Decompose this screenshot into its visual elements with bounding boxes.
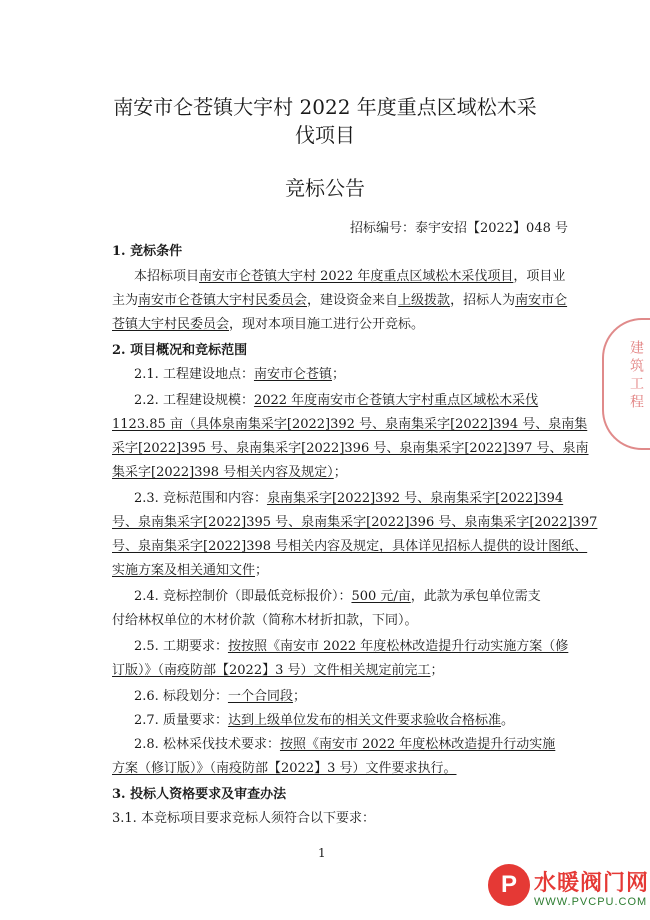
value: 号、泉南集采字[2022]398 号相关内容及规定，具体详见招标人提供的设计图纸、 [112, 539, 588, 554]
text: ，招标人为 [450, 293, 516, 308]
site-watermark-logo[interactable] [488, 862, 650, 920]
label: 2.1. 工程建设地点： [134, 367, 254, 382]
value: 达到上级单位发布的相关文件要求验收合格标准 [227, 713, 501, 728]
bid-code: 招标编号：泰宇安招【2022】048 号 [349, 221, 568, 236]
tenderer-name: 南安市仑 [515, 293, 568, 308]
text: 主为 [112, 293, 139, 308]
item-2-3-line4 [112, 562, 552, 580]
value: 方案（修订版）》（南疫防部【2022】3 号）文件要求执行。 [112, 761, 457, 776]
item-2-5-line2 [112, 662, 552, 680]
label: 2.4. 竞标控制价（即最低竞标报价）： [134, 589, 352, 604]
document-title-line2: 伐项目 [295, 123, 355, 147]
project-name: 南安市仑苍镇大宇村 2022 年度重点区域松木采伐项目 [199, 269, 514, 284]
value: 1123.85 亩（具体泉南集采字[2022]392 号、泉南集采字[2022]394 号、泉南集 [112, 417, 588, 432]
owner-name: 南安市仑苍镇大宇村民委员会 [138, 293, 308, 308]
value: 500 元/亩 [351, 589, 411, 604]
item-2-4-line1 [134, 588, 574, 606]
text: 本招标项目 [134, 269, 200, 284]
item-2-4-line2 [112, 612, 552, 630]
value: 实施方案及相关通知文件 [112, 563, 256, 578]
label: 2.5. 工期要求： [134, 639, 228, 654]
label: 2.6. 标段划分： [134, 689, 228, 704]
value: 采字[2022]395 号、泉南集采字[2022]396 号、泉南集采字[2022]397 号、泉南 [112, 441, 589, 456]
item-2-2-line2 [112, 416, 588, 434]
value: 南安市仑苍镇 [253, 367, 332, 382]
item-2-2-line3 [112, 440, 589, 458]
item-2-2-line1 [134, 392, 574, 410]
text: 付给林权单位的木材价款（简称木材折扣款，下同）。 [112, 613, 418, 628]
text: 。 [500, 713, 514, 728]
s1-para-line1 [134, 268, 574, 286]
value: 一个合同段 [227, 689, 293, 704]
value: 按按照《南安市 2022 年度松林改造提升行动实施方案（修 [227, 639, 569, 654]
value: 按照《南安市 2022 年度松林改造提升行动实施 [279, 737, 556, 752]
item-2-8-line1 [134, 736, 574, 754]
s1-para-line3 [112, 316, 552, 334]
item-2-8-line2 [112, 760, 552, 778]
value: 泉南集采字[2022]392 号、泉南集采字[2022]394 [266, 491, 564, 506]
item-2-5-line1 [134, 638, 574, 656]
document-title-line1: 南安市仑苍镇大宇村 2022 年度重点区域松木采 [113, 95, 537, 119]
text: ； [331, 367, 345, 382]
s1-para-line2 [112, 292, 568, 310]
logo-site-name: 水暖阀门网 [534, 871, 650, 896]
text: 3.1. 本竞标项目要求竞标人须符合以下要求： [112, 811, 375, 826]
item-2-3-line1 [134, 490, 574, 508]
value: 集采字[2022]398 号相关内容及规定） [112, 465, 334, 480]
stamp-text: 建筑工程 [628, 340, 644, 412]
heading-text: 2. 项目概况和竞标范围 [112, 343, 248, 358]
value: 号、泉南集采字[2022]395 号、泉南集采字[2022]396 号、泉南集采字[2022]397 [112, 515, 598, 530]
logo-p-icon: P [488, 864, 530, 906]
label: 2.8. 松林采伐技术要求： [134, 737, 280, 752]
item-2-2-line4 [112, 464, 552, 482]
label: 2.2. 工程建设规模： [134, 393, 254, 408]
tenderer-name: 苍镇大宇村民委员会 [112, 317, 230, 332]
item-2-7 [134, 712, 574, 730]
text: ； [430, 663, 444, 678]
text: ； [255, 563, 269, 578]
page-number: 1 [318, 846, 326, 860]
label: 2.7. 质量要求： [134, 713, 228, 728]
text: ； [292, 689, 306, 704]
text: ； [333, 465, 347, 480]
heading-text: 1. 竞标条件 [112, 244, 183, 259]
value: 2022 年度南安市仑苍镇大宇村重点区域松木采伐 [253, 393, 539, 408]
text: ，建设资金来自 [307, 293, 399, 308]
text: ，现对本项目施工进行公开竞标。 [229, 317, 425, 332]
item-3-1 [112, 810, 552, 828]
item-2-6 [134, 688, 574, 706]
section-3-heading [112, 786, 552, 804]
section-1-heading [112, 243, 552, 261]
item-2-1 [134, 366, 574, 384]
official-seal-stamp [602, 318, 650, 450]
item-2-3-line3 [112, 538, 588, 556]
text: ，此款为承包单位需支 [410, 589, 541, 604]
section-2-heading [112, 342, 552, 360]
logo-site-url: WWW.PVCPU.COM [534, 896, 648, 908]
funding-source: 上级拨款 [398, 293, 451, 308]
label: 2.3. 竞标范围和内容： [134, 491, 267, 506]
value: 订版）》（南疫防部【2022】3 号）文件相关规定前完工 [112, 663, 431, 678]
item-2-3-line2 [112, 514, 598, 532]
heading-text: 3. 投标人资格要求及审查办法 [112, 787, 287, 802]
text: ，项目业 [513, 269, 566, 284]
document-subtitle: 竞标公告 [285, 176, 365, 200]
